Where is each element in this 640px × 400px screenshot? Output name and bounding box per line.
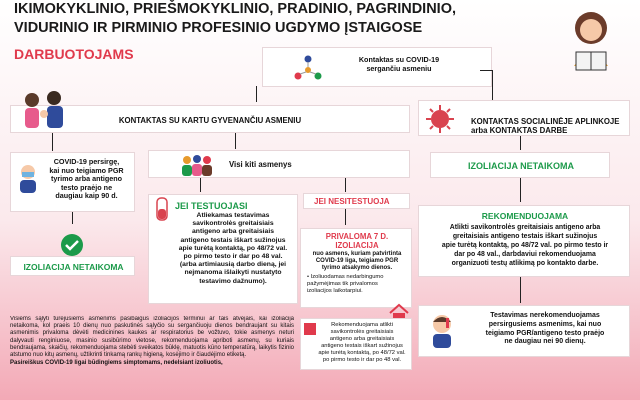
connector: [345, 178, 346, 192]
tested-title: JEI TESTUOJASI: [175, 201, 248, 211]
connector: [256, 86, 257, 102]
social-contact-title: KONTAKTAS SOCIALINĖJE APLINKOJE arba KONTAKTAS DARBE: [471, 116, 620, 135]
family-icon: [20, 88, 70, 132]
isolation-title: PRIVALOMA 7 D. IZOLIACIJA: [325, 232, 389, 250]
not-recommended-box: [418, 305, 630, 357]
recommended-title: REKOMENDUOJAMA: [481, 211, 569, 221]
left-isolation-box: [10, 256, 135, 276]
household-contact-title: KONTAKTAS SU KARTU GYVENANČIU ASMENIU: [118, 116, 302, 125]
check-icon: [60, 233, 84, 257]
not-tested-title: JEI NESITESTUOJA: [314, 197, 390, 206]
right-isolation-box: [430, 152, 610, 178]
connector: [52, 133, 53, 151]
recommend-test-text: Rekomenduojama atlikti savikontrolės greitaisiais antigeno arba greitaisiais antigeno testais iškart sužinojus apie turėtą kontaktą, po 48/72 val. po pirmo testo ir dar po 48 val.: [318, 322, 406, 363]
others-box: [148, 150, 410, 178]
recommend-test-box: [300, 318, 412, 370]
contact-covid-box: [262, 47, 492, 87]
connector: [520, 136, 521, 150]
connector: [345, 209, 346, 225]
recommended-text: Atlikti savikontrolės greitaisiais antigeno arba greitaisiais antigeno testais iškart sužinojus apie turėtą kontaktą, po 48/72 val. po pirmo testo ir dar po 48 val., darbdaviui rekomenduojama organizuoti testų atlikimą po kontakto darbe.: [441, 224, 609, 267]
connector: [520, 178, 521, 202]
left-isolation-label: IZOLIACIJA NETAIKOMA: [23, 262, 124, 272]
not-tested-box: [303, 193, 410, 209]
tested-box: [148, 194, 298, 304]
title-line-2: VIDURINIO IR PIRMINIO PROFESINIO UGDYMO ĮSTAIGOSE: [14, 20, 423, 36]
household-contact-box: [10, 105, 410, 133]
right-isolation-label: IZOLIACIJA NETAIKOMA: [468, 161, 574, 171]
page-subtitle: DARBUOTOJAMS: [14, 46, 134, 62]
recommended-box: [418, 205, 630, 277]
others-label: Visi kiti asmenys: [229, 160, 292, 169]
page-title: [14, 0, 574, 38]
group-icon: [179, 153, 215, 177]
contact-covid-text: Kontaktas su COVID-19 sergančiu asmeniu: [358, 55, 440, 73]
recovered-text: COVID-19 persirgę, kai nuo teigiamo PGR tyrimo arba antigeno testo praėjo ne daugiau kaip 90 d.: [49, 157, 124, 201]
masked-person-icon: [17, 163, 39, 193]
test-tube-icon: [153, 197, 171, 221]
footer-bold: Pasireiškus COVID-19 ligai būdingiems simptomams, nedelsiant izoliuotis,: [10, 360, 223, 367]
footer-text: Visiems sąlyti turėjusiems asmenims pasibaigus izoliacijos terminui ar tais atvejais, kai izoliacija netaikoma, kol praeis 10 dienų nuo paskutinės sąlyčio su sergančiuoju dienos bendraujant su kitais asmenimis privaloma dėvėti medicinines kaukes ar respiratorius be vožtuvo, tokie asmenys neturi dalyvauti renginiuose, masinio susibūrimo vietose, rekomenduojama apriboti asmenų, su kuriais bendraujama, skaičių, rekomenduojama stebėti sveikatos būklę, matuotis kūno temperatūrą, laikytis fizinio atstumo nuo kitų asmenų, užtikrinti tinkamą rankų higieną, kosėjimo ir čiaudėjimo etiketą.: [10, 316, 294, 359]
isolation-text: nuo asmens, kuriam patvirtinta COVID-19 liga, teigiamo PGR tyrimo atsakymo dienos.: [312, 251, 402, 271]
title-line-1: IKIMOKYKLINIO, PRIEŠMOKYKLINIO, PRADINIO, PAGRINDINIO,: [14, 1, 457, 17]
connector: [480, 70, 493, 71]
connector: [520, 277, 521, 303]
tested-text: Atliekamas testavimas savikontrolės greitaisiais antigeno arba greitaisiais antigeno testais iškart sužinojus apie turėtą kontaktą, po 48/72 val. po pirmo testo ir dar po 48 val. (arba artimiausią darbo dieną, jei nejmanoma išlaikyti nustatyto testavimo dažnumo).: [178, 212, 288, 285]
recovered-box: [10, 152, 135, 212]
footer-note: [10, 316, 294, 400]
connector: [72, 212, 73, 224]
connector: [235, 133, 236, 149]
isolation-bullet: • Izoliuodamas nedarbingumo pažymėjimas tik privalomos izoliacijos laikotarpiui.: [307, 274, 384, 294]
not-recommended-text: Testavimas nerekomenduojamas persirgusiems asmenims, kai nuo teigiamo PGR/antigeno testo praėjo ne daugiau nei 90 dienų.: [485, 312, 605, 346]
virus-icon: [425, 104, 455, 134]
connector: [200, 178, 201, 192]
people-network-icon: [293, 54, 323, 82]
isolation-box: [300, 228, 412, 308]
connector: [492, 70, 493, 100]
temperature-person-icon: [427, 312, 457, 348]
person-reading-icon: [560, 6, 622, 78]
